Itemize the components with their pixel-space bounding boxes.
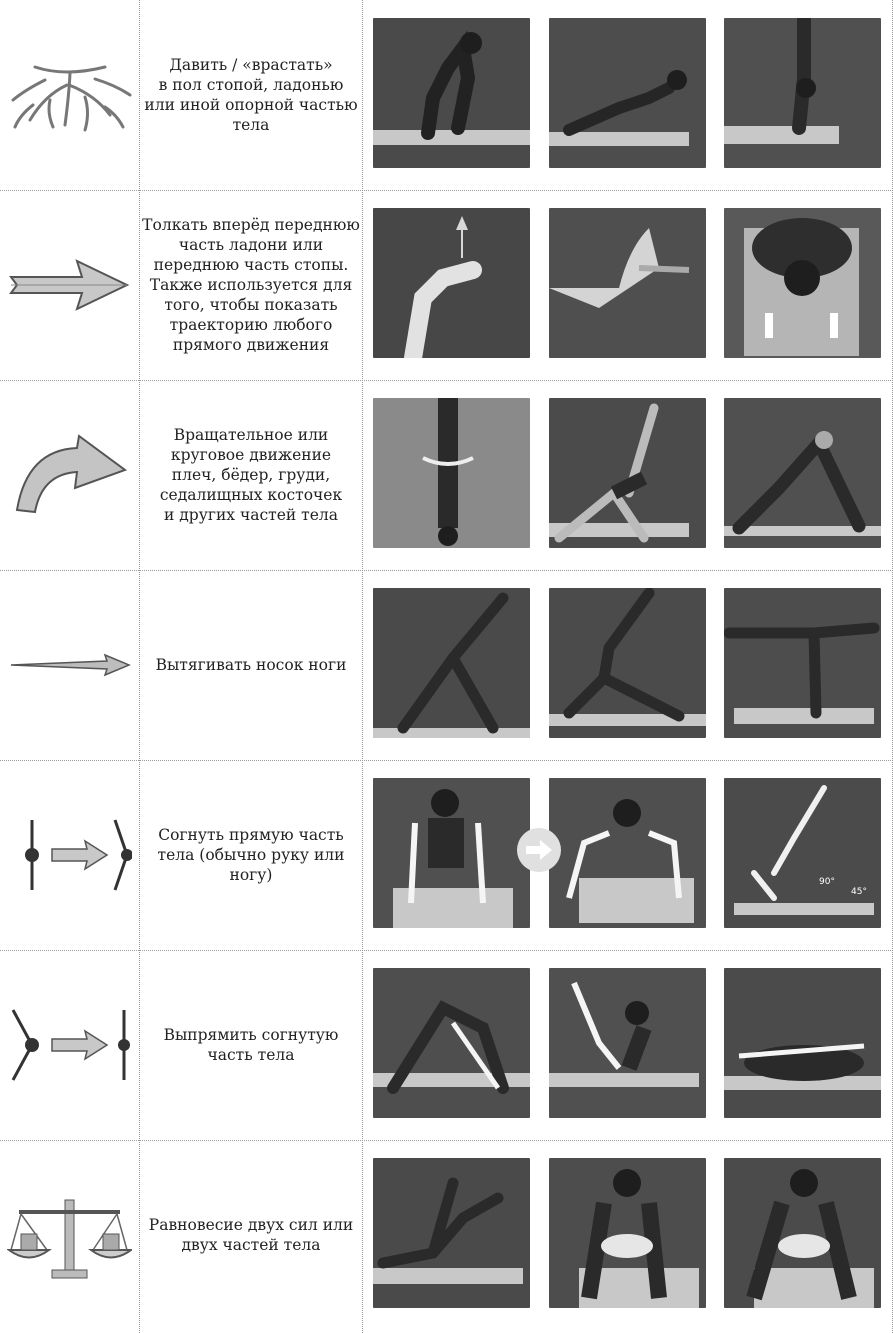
- pose-photo: [549, 968, 706, 1118]
- pose-photo: [724, 588, 881, 738]
- table-row: [0, 0, 893, 191]
- row-description: Вытягивать носок ноги: [155, 656, 347, 674]
- bend-joint-icon: [0, 760, 139, 950]
- angle-label: 90°: [819, 877, 835, 887]
- balance-scale-icon: [0, 1140, 139, 1330]
- table-row: [0, 950, 893, 1141]
- straight-arrow-icon: [0, 190, 139, 380]
- pose-photo: [724, 1158, 881, 1308]
- row-description: Вращательное или круговое движение плеч, бёдер, груди, седалищных косточек и других частей тела: [159, 426, 343, 524]
- table-row: [0, 380, 893, 571]
- table-row: [0, 190, 893, 381]
- row-description: Давить / «врастать» в пол стопой, ладонью или иной опорной частью тела: [144, 56, 358, 134]
- pose-photo: [549, 208, 706, 358]
- curved-arrow-icon: [0, 380, 139, 570]
- straighten-joint-icon: [0, 950, 139, 1140]
- pose-photo: [724, 968, 881, 1118]
- column-divider: [139, 0, 140, 1333]
- row-description: Равновесие двух сил или двух частей тела: [148, 1216, 354, 1254]
- pose-photo: [549, 1158, 706, 1308]
- angle-label: 45°: [851, 887, 867, 897]
- row-description: Выпрямить согнутую часть тела: [163, 1026, 339, 1064]
- pose-photo: [373, 588, 530, 738]
- pose-photo: [724, 398, 881, 548]
- table-row: [0, 570, 893, 761]
- pose-photo: [549, 588, 706, 738]
- thin-arrow-icon: [0, 570, 139, 760]
- pose-photo: [549, 18, 706, 168]
- pose-photo: [373, 18, 530, 168]
- pose-photo: [373, 1158, 530, 1308]
- pose-photo: [724, 208, 881, 358]
- pose-photo: [373, 208, 530, 358]
- pose-photo: [549, 398, 706, 548]
- pose-photo: [724, 18, 881, 168]
- roots-icon: [0, 0, 139, 190]
- pose-photo: [373, 398, 530, 548]
- pose-photo: [549, 778, 706, 928]
- row-description: Толкать вперёд переднюю часть ладони или переднюю часть стопы. Также используется для того, чтобы показать траекторию любого прямого движения: [142, 216, 360, 354]
- table-row: [0, 1140, 893, 1330]
- pose-photo: [373, 968, 530, 1118]
- pose-photo: [373, 778, 530, 928]
- column-divider: [362, 0, 363, 1333]
- pose-photo: [724, 778, 881, 928]
- row-description: Согнуть прямую часть тела (обычно руку или ногу): [157, 826, 345, 884]
- table-row: [0, 760, 893, 951]
- next-step-arrow-icon: [517, 828, 561, 872]
